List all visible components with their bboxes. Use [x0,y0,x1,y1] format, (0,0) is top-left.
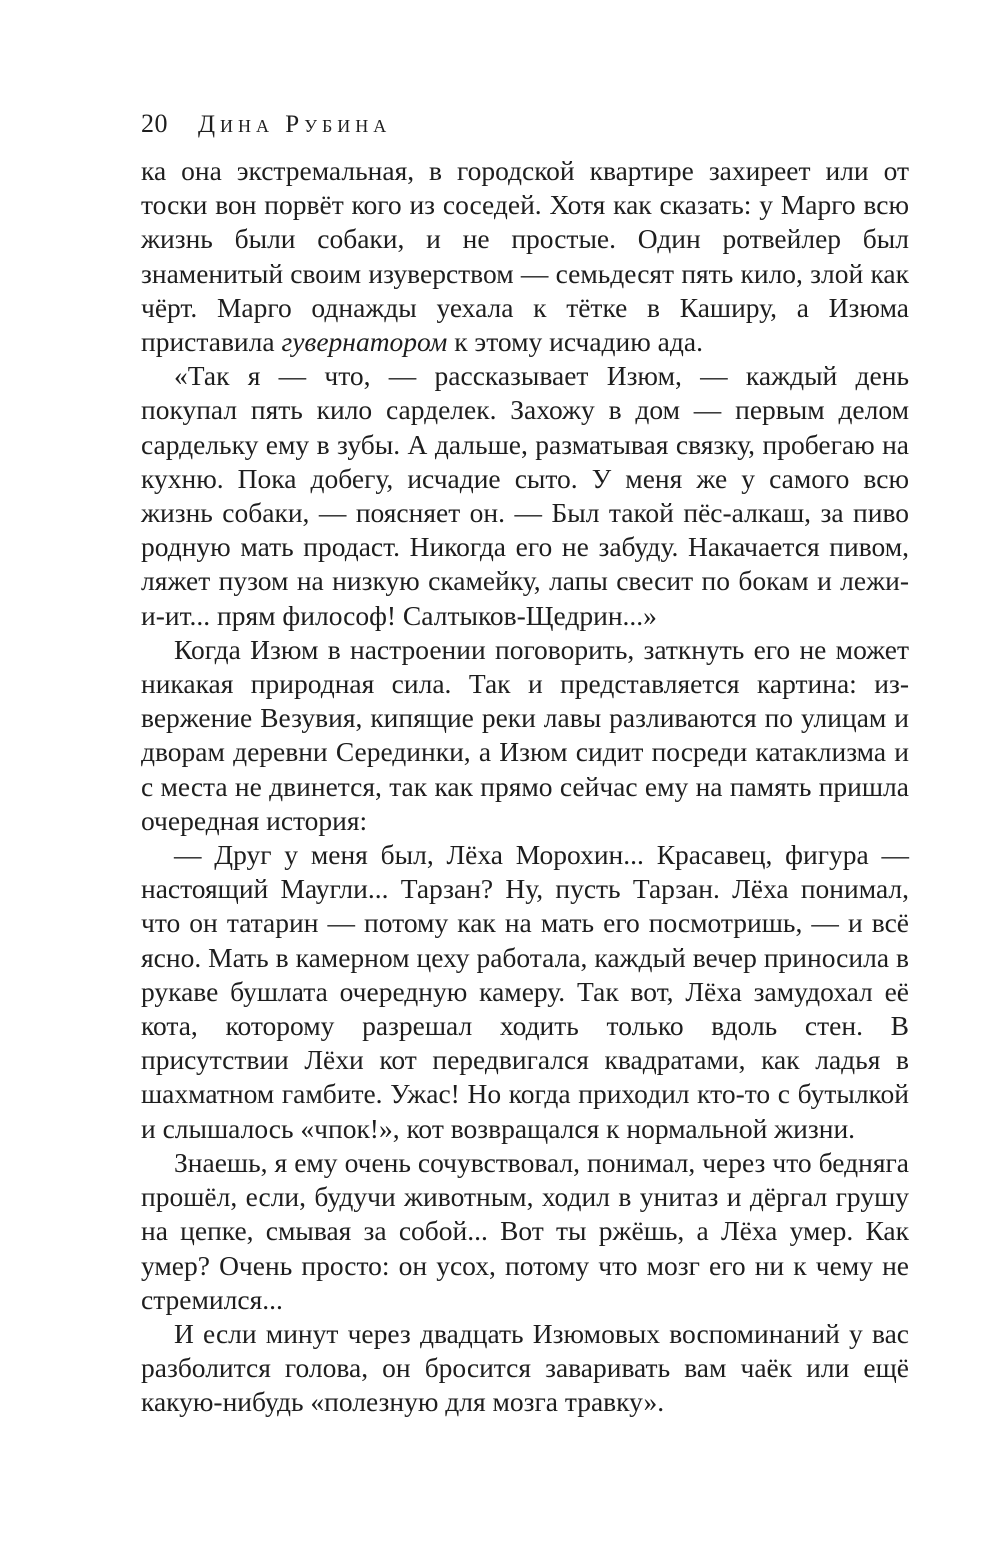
paragraph-2: «Так я — что, — рассказывает Изюм, — каждый день покупал пять кило сарделек. Захожу в дом — первым делом сардельку ему в зубы. А дальше, разматывая связку, пробегаю на кухню. Пока добегу, исчадие сыто. У меня же у самого всю жизнь собаки, — поясняет он. — Был такой пёс-алкаш, за пиво родную мать продаст. Никогда его не забуду. Накачается пивом, ляжет пузом на низкую скамейку, лапы свесит по бокам и лежи-и-ит... прям философ! Салтыков-Щедрин...» [141,360,909,631]
paragraph-1 [141,154,909,359]
page-number: 20 [141,109,168,138]
paragraph-3: Когда Изюм в настроении поговорить, заткнуть его не может никакая природная сила. Так и представляется картина: извержение Везувия, кипящие реки лавы разливаются по улицам и дворам деревни Серединки, а Изюм сидит посреди катаклизма и с места не двинется, так как прямо сейчас ему на память пришла очередная история: [141,633,909,836]
paragraph-4: — Друг у меня был, Лёха Морохин... Красавец, фигура — настоящий Маугли... Тарзан? Ну, пусть Тарзан. Лёха понимал, что он татарин — потому как на мать его посмотришь, — и всё ясно. Мать в камерном цеху работала, каждый вечер приносила в рукаве бушлата очередную камеру. Так вот, Лёха замудохал её кота, которому разрешал ходить только вдоль стен. В присутствии Лёхи кот передвигался квадратами, как ладья в шахматном гамбите. Ужас! Но когда приходил кто-то с бутылкой и слышалось «чпок!», кот возвращался к нормальной жизни. [141,839,909,1144]
running-header [141,104,391,144]
paragraph-6: И если минут через двадцать Изюмовых воспоминаний у вас разболится голова, он бросится заваривать вам чаёк или ещё какую-нибудь «полезную для мозга травку». [141,1317,909,1418]
author-name: Дина Рубина [198,111,392,138]
body-text [141,154,909,1420]
paragraph-1-text: ка она экстремальная, в городской квартире захиреет или от тоски вон порвёт кого из соседей. Хотя как сказать: у Марго всю жизнь были собаки, и не простые. Один ротвейлер был знаменитый своим изуверством — семьдесят пять кило, злой как чёрт. Марго однажды уехала к тётке в Каширу, а Изюма приставила [141,155,909,358]
paragraph-1-end: к этому исчадию ада. [447,326,703,358]
italic-word: гувернатором [281,326,448,358]
paragraph-5: Знаешь, я ему очень сочувствовал, понимал, через что бедняга прошёл, если, будучи животным, ходил в унитаз и дёргал грушу на цепке, смывая за собой... Вот ты ржёшь, а Лёха умер. Как умер? Очень просто: он усох, потому что мозг его ни к чему не стремился... [141,1146,909,1315]
